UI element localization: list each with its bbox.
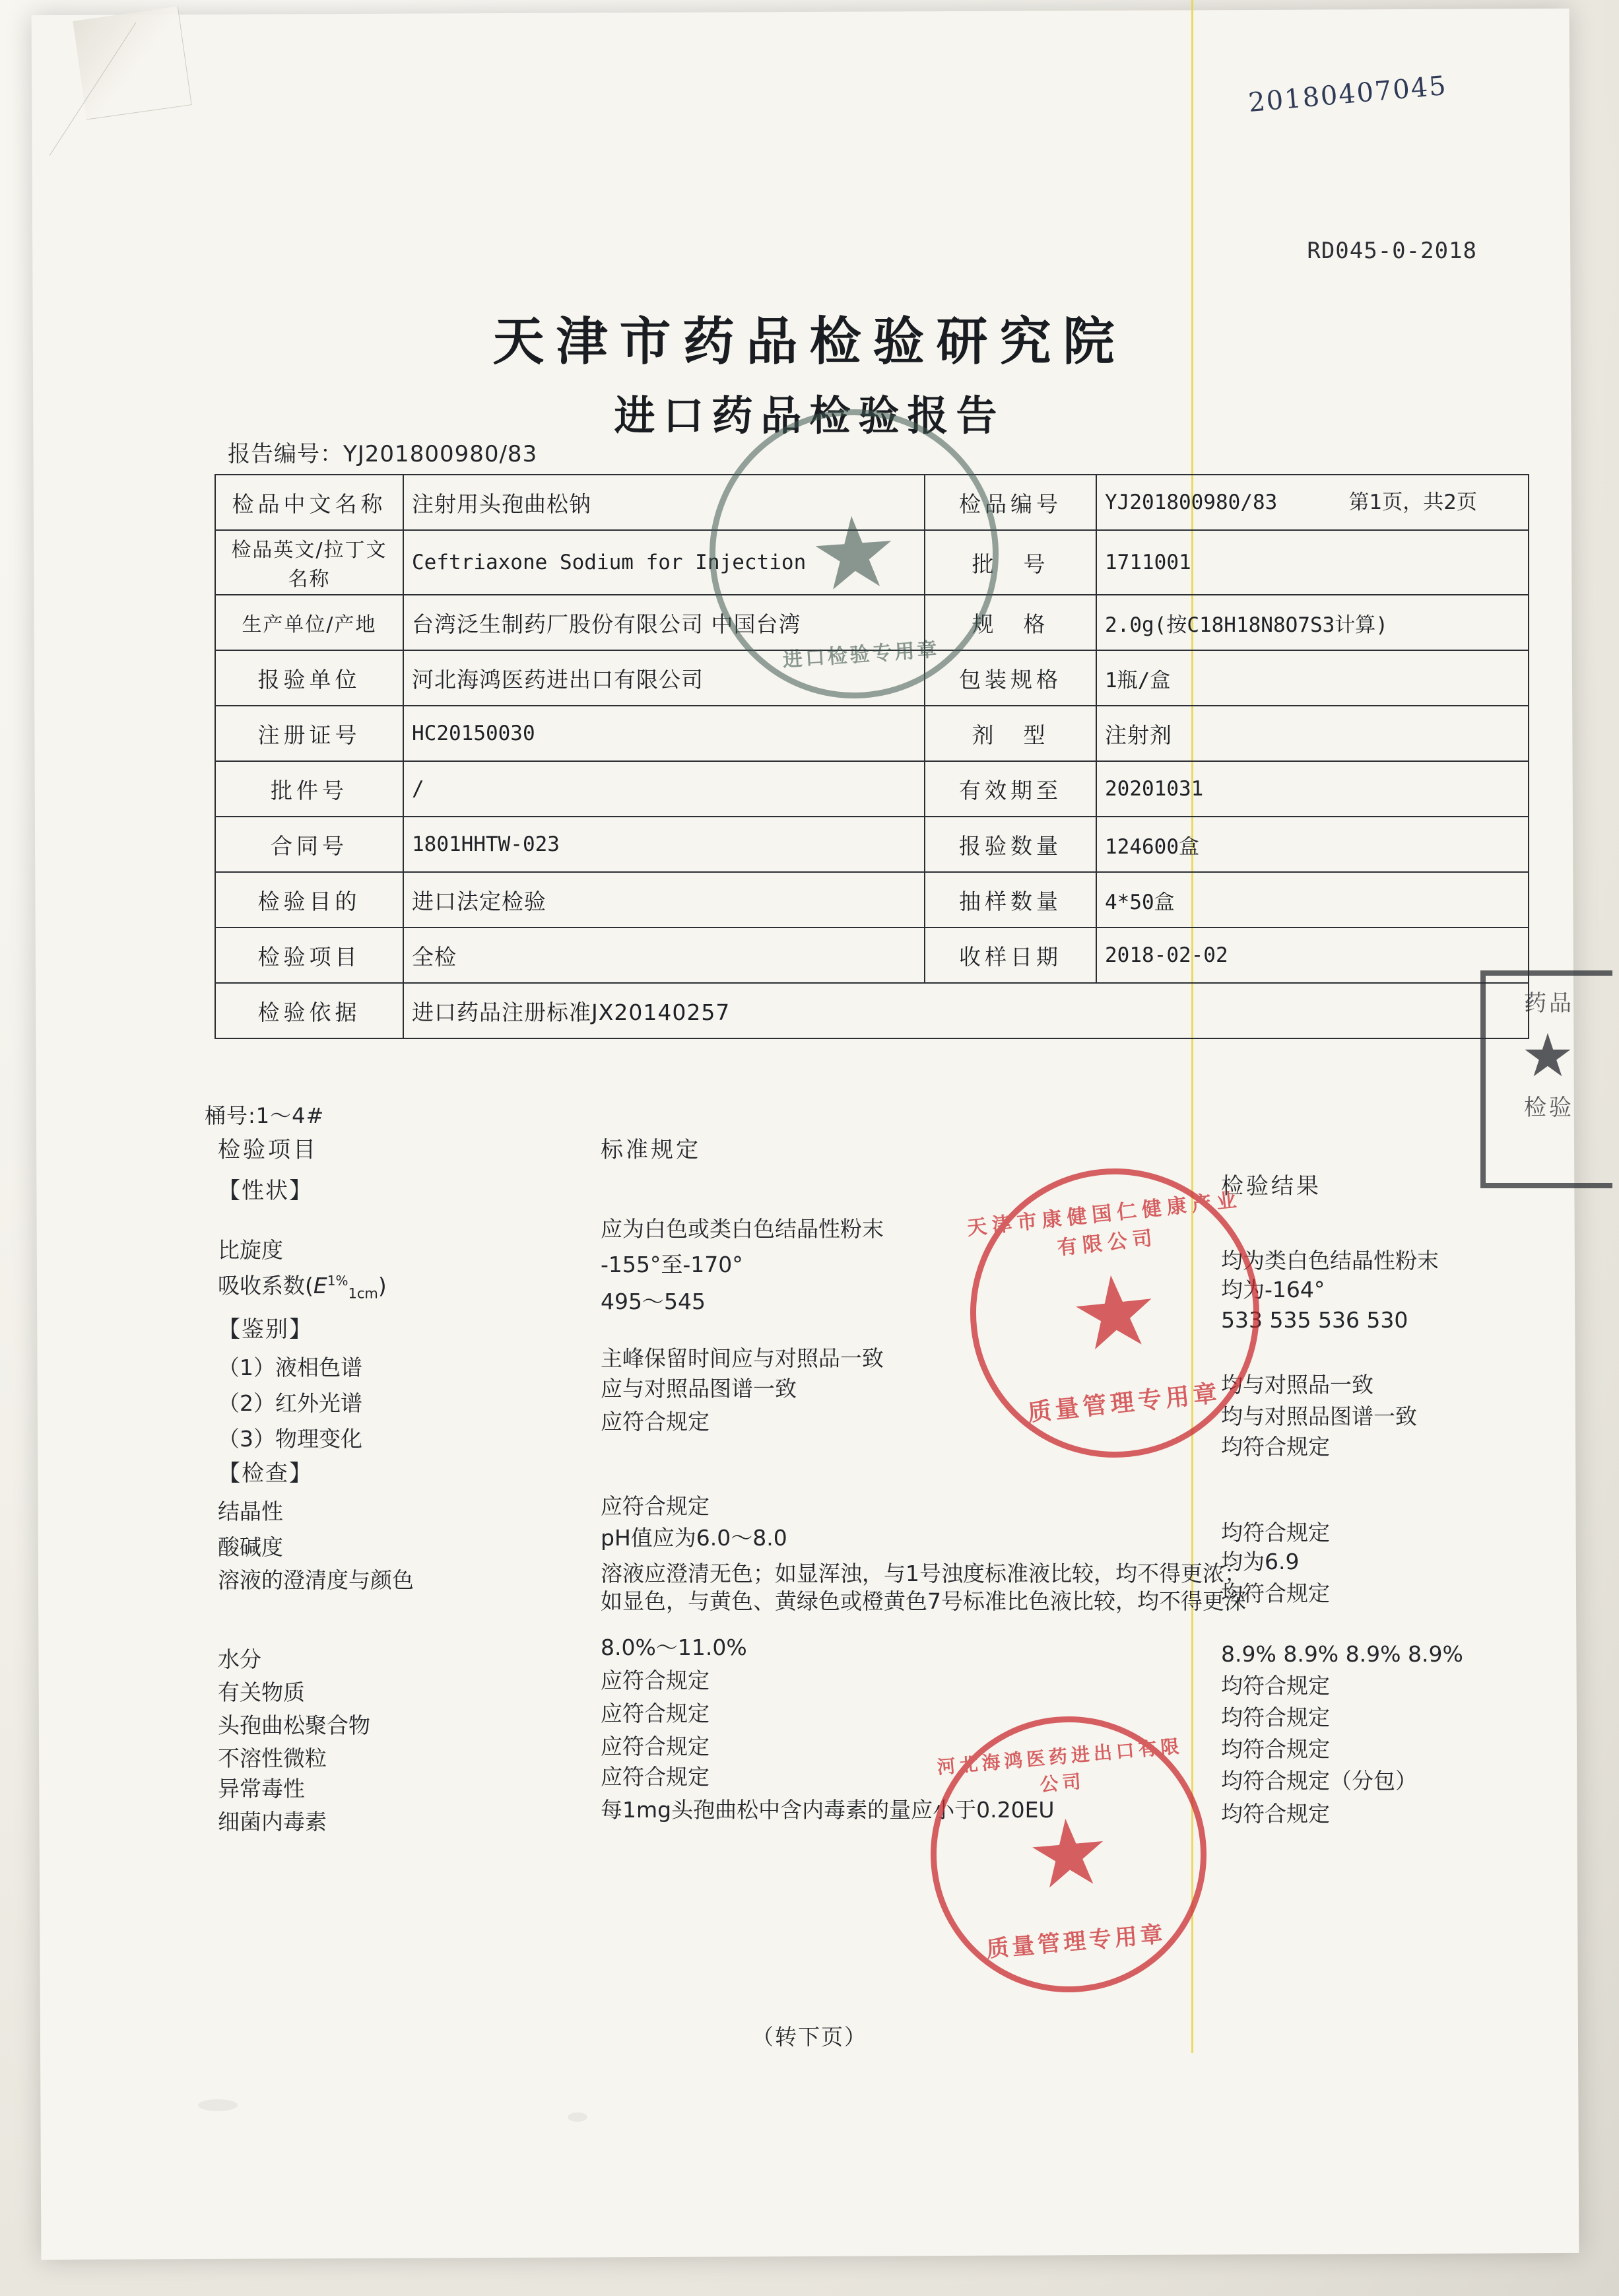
result-specific-rotation: 均为-164° (1221, 1277, 1325, 1302)
label-batch-no: 批 号 (925, 530, 1096, 595)
value-dosage-form: 注射剂 (1096, 706, 1529, 761)
item-bacterial-endotoxin: 细菌内毒素 (218, 1809, 327, 1835)
value-purpose: 进口法定检验 (403, 872, 925, 928)
result-ir: 均与对照品图谱一致 (1221, 1403, 1417, 1429)
label-manufacturer: 生产单位/产地 (215, 595, 403, 650)
institute-title: 天津市药品检验研究院 (492, 312, 1127, 372)
table-row (215, 475, 1529, 530)
result-bacterial-endotoxin: 均符合规定 (1221, 1801, 1330, 1827)
item-ph: 酸碱度 (218, 1534, 283, 1560)
item-abnormal-toxicity: 异常毒性 (218, 1776, 305, 1802)
item-crystallinity: 结晶性 (218, 1499, 283, 1524)
results-header-standard: 标准规定 (601, 1137, 701, 1163)
edge-stamp-line1: 药品 (1524, 990, 1574, 1017)
standard-bacterial-endotoxin: 每1mg头孢曲松中含内毒素的量应小于0.20EU (601, 1797, 1055, 1823)
label-sample-no: 检品编号 (925, 475, 1096, 530)
standard-polymer: 应符合规定 (601, 1701, 710, 1726)
result-abnormal-toxicity: 均符合规定（分包） (1221, 1768, 1417, 1794)
form-code: RD045-0-2018 (1307, 238, 1477, 264)
label-cn-name: 检品中文名称 (215, 475, 403, 530)
edge-stamp-line2: 检验 (1524, 1095, 1574, 1121)
item-polymer: 头孢曲松聚合物 (218, 1712, 370, 1738)
table-row (215, 983, 1529, 1038)
table-row (215, 761, 1529, 817)
value-batch-no: 1711001 (1096, 530, 1529, 595)
standard-hplc: 主峰保留时间应与对照品一致 (601, 1345, 884, 1371)
value-test-items: 全检 (403, 928, 925, 983)
value-sampling-qty: 4*50盒 (1096, 872, 1529, 928)
standard-specific-rotation: -155°至-170° (601, 1252, 743, 1277)
star-icon: ★ (1521, 1021, 1577, 1091)
standard-ir: 应与对照品图谱一致 (601, 1376, 797, 1401)
result-crystallinity: 均符合规定 (1221, 1520, 1330, 1545)
barrel-number: 桶号:1～4# (205, 1103, 325, 1128)
results-header-result: 检验结果 (1221, 1173, 1321, 1199)
quality-stamp-arc-2: 河北海鸿医药进出口有限公司 (936, 1735, 1184, 1796)
standard-insoluble-particles: 应符合规定 (601, 1734, 710, 1759)
group-identification: 【鉴别】 (218, 1316, 313, 1343)
item-ir: （2）红外光谱 (218, 1390, 362, 1416)
value-basis: 进口药品注册标准JX20140257 (403, 983, 1529, 1038)
scan-smudge (568, 2112, 587, 2122)
result-appearance: 均为类白色结晶性粉末 (1221, 1248, 1439, 1273)
label-quantity: 报验数量 (925, 817, 1096, 872)
table-row (215, 595, 1529, 650)
table-row (215, 872, 1529, 928)
standard-clarity-color: 溶液应澄清无色；如显浑浊，与1号浊度标准液比较，均不得更浓；如显色，与黄色、黄绿色或橙黄色7号标准比色液比较，均不得更深 (601, 1561, 1246, 1615)
standard-abnormal-toxicity: 应符合规定 (601, 1764, 710, 1790)
label-sampling-qty: 抽样数量 (925, 872, 1096, 928)
item-absorption-coefficient: 吸收系数$(E^{1\%}_{1cm})$ (218, 1273, 387, 1302)
standard-water: 8.0%～11.0% (601, 1635, 747, 1660)
quality-stamp-text-2: 质量管理专用章 (985, 1920, 1168, 1963)
label-approval-no: 批件号 (215, 761, 403, 817)
result-ph: 均为6.9 (1221, 1549, 1300, 1574)
group-examination: 【检查】 (218, 1460, 313, 1487)
quality-stamp-arc-1: 天津市康健国仁健康产业有限公司 (966, 1188, 1243, 1260)
star-icon: ★ (1022, 1796, 1115, 1912)
standard-ph: pH值应为6.0～8.0 (601, 1525, 787, 1551)
edge-partial-stamp (1480, 970, 1612, 1188)
result-physical-change: 均符合规定 (1221, 1434, 1330, 1460)
value-approval-no: / (403, 761, 925, 817)
label-receive-date: 收样日期 (925, 928, 1096, 983)
label-basis: 检验依据 (215, 983, 403, 1038)
star-icon: ★ (1065, 1251, 1165, 1375)
label-contract-no: 合同号 (215, 817, 403, 872)
item-water: 水分 (218, 1646, 261, 1672)
continue-notice: （转下页） (752, 2024, 867, 2050)
page-number: 第1页，共2页 (1348, 490, 1477, 514)
value-receive-date: 2018-02-02 (1096, 928, 1529, 983)
scan-smudge (198, 2099, 238, 2111)
import-inspection-stamp-text: 进口检验专用章 (781, 638, 941, 672)
result-hplc: 均与对照品一致 (1221, 1372, 1373, 1398)
item-specific-rotation: 比旋度 (218, 1237, 283, 1263)
table-row (215, 817, 1529, 872)
value-sample-no: YJ201800980/83 (1096, 475, 1529, 530)
item-hplc: （1）液相色谱 (218, 1355, 362, 1380)
table-row (215, 650, 1529, 706)
value-register-no: HC20150030 (403, 706, 925, 761)
standard-physical-change: 应符合规定 (601, 1409, 710, 1435)
result-absorption-coefficient: 533 535 536 530 (1221, 1307, 1408, 1333)
sample-info-table (215, 474, 1529, 1039)
standard-absorption-coefficient: 495～545 (601, 1289, 706, 1314)
standard-appearance: 应为白色或类白色结晶性粉末 (601, 1216, 884, 1242)
result-water: 8.9% 8.9% 8.9% 8.9% (1221, 1641, 1463, 1667)
star-icon: ★ (805, 493, 903, 615)
group-properties: 【性状】 (218, 1178, 313, 1204)
value-declarant: 河北海鸿医药进出口有限公司 (403, 650, 925, 706)
value-expiry: 20201031 (1096, 761, 1529, 817)
standard-related-substances: 应符合规定 (601, 1668, 710, 1693)
results-header-item: 检验项目 (218, 1137, 318, 1163)
label-package-spec: 包装规格 (925, 650, 1096, 706)
label-spec: 规 格 (925, 595, 1096, 650)
label-register-no: 注册证号 (215, 706, 403, 761)
result-insoluble-particles: 均符合规定 (1221, 1736, 1330, 1762)
table-row (215, 706, 1529, 761)
table-row (215, 928, 1529, 983)
standard-crystallinity: 应符合规定 (601, 1493, 710, 1519)
item-clarity-color: 溶液的澄清度与颜色 (218, 1567, 414, 1593)
handwritten-code: 20180407045 (1247, 70, 1449, 119)
label-expiry: 有效期至 (925, 761, 1096, 817)
result-related-substances: 均符合规定 (1221, 1673, 1330, 1699)
value-contract-no: 1801HHTW-023 (403, 817, 925, 872)
label-purpose: 检验目的 (215, 872, 403, 928)
report-number: 报告编号：YJ201800980/83 (228, 441, 538, 467)
item-insoluble-particles: 不溶性微粒 (218, 1745, 327, 1771)
label-dosage-form: 剂 型 (925, 706, 1096, 761)
report-title: 进口药品检验报告 (614, 391, 1005, 440)
value-en-name: Ceftriaxone Sodium for Injection (403, 530, 925, 595)
result-clarity-color: 均符合规定 (1221, 1580, 1330, 1606)
value-manufacturer: 台湾泛生制药厂股份有限公司 中国台湾 (403, 595, 925, 650)
result-polymer: 均符合规定 (1221, 1705, 1330, 1730)
value-cn-name: 注射用头孢曲松钠 (403, 475, 925, 530)
value-quantity: 124600盒 (1096, 817, 1529, 872)
label-test-items: 检验项目 (215, 928, 403, 983)
table-row (215, 530, 1529, 595)
item-physical-change: （3）物理变化 (218, 1426, 362, 1452)
label-declarant: 报验单位 (215, 650, 403, 706)
value-package-spec: 1瓶/盒 (1096, 650, 1529, 706)
value-spec: 2.0g(按C18H18N8O7S3计算) (1096, 595, 1529, 650)
item-related-substances: 有关物质 (218, 1679, 305, 1705)
quality-stamp-text-1: 质量管理专用章 (1026, 1379, 1222, 1427)
label-en-name: 检品英文/拉丁文名称 (215, 530, 403, 595)
